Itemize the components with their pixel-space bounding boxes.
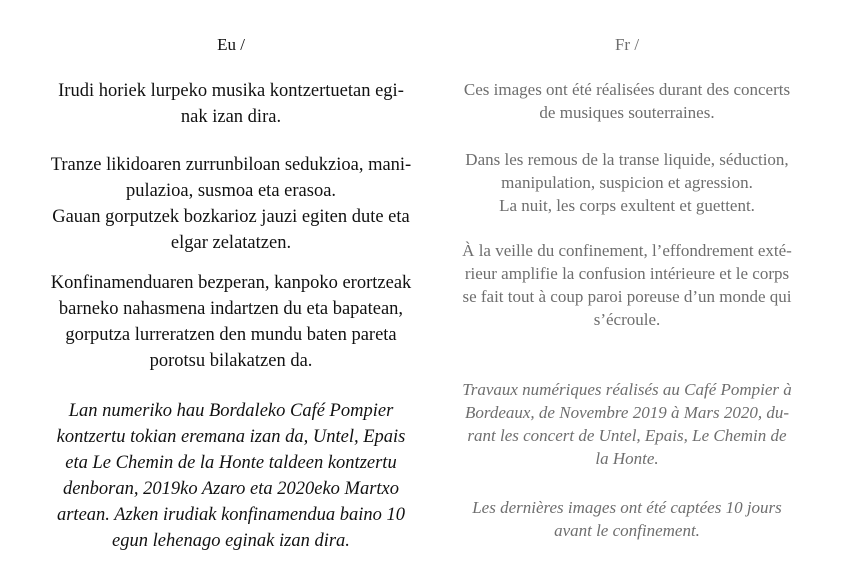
french-paragraph-5: [430, 496, 824, 542]
basque-paragraph-1: [22, 78, 440, 130]
french-paragraph-1: [430, 78, 824, 124]
french-p2-line-1: Dans les remous de la transe liquide, séduction,: [465, 150, 789, 169]
basque-p3-line-1: Konfinamenduaren bezperan, kanpoko erortzeak: [50, 273, 412, 293]
french-p1-line-1: Ces images ont été réalisées durant des concerts: [463, 80, 791, 99]
french-p3-line-1: À la veille du confinement, l’effondrement exté-: [462, 241, 792, 260]
basque-p4-line-5: artean. Azken irudiak konfinamendua baino 10: [56, 505, 406, 525]
french-p4-line-4: la Honte.: [595, 449, 659, 468]
basque-paragraph-4: [22, 398, 440, 554]
french-p2-line-3: La nuit, les corps exultent et guettent.: [499, 196, 755, 215]
french-p3-line-3: se fait tout à coup paroi poreuse d’un monde qui: [462, 287, 792, 306]
basque-p3-line-2: barneko nahasmena indartzen du eta bapatean,: [58, 299, 404, 319]
basque-p2-line-4: elgar zelatatzen.: [170, 233, 292, 253]
basque-paragraph-3: [22, 270, 440, 374]
french-p4-line-3: rant les concert de Untel, Epais, Le Chemin de: [467, 426, 787, 445]
french-p2-line-2: manipulation, suspicion et agression.: [501, 173, 753, 192]
french-p1-line-2: de musiques souterraines.: [539, 103, 715, 122]
basque-p3-line-3: gorputza lurreratzen den mundu baten pareta: [65, 325, 397, 345]
basque-heading: Eu /: [217, 35, 245, 54]
basque-p3-line-4: porotsu bilakatzen da.: [149, 351, 313, 371]
basque-p1-line-2: nak izan dira.: [180, 107, 282, 127]
french-p4-line-1: Travaux numériques réalisés au Café Pompier à: [462, 380, 792, 399]
french-paragraph-3: [430, 239, 824, 331]
basque-p4-line-1: Lan numeriko hau Bordaleko Café Pompier: [68, 401, 394, 421]
basque-p4-line-2: kontzertu tokian eremana izan da, Untel, Epais: [56, 427, 406, 447]
basque-p4-line-3: eta Le Chemin de la Honte taldeen kontzertu: [65, 453, 397, 473]
basque-p1-line-1: Irudi horiek lurpeko musika kontzertuetan egi-: [58, 81, 404, 101]
french-heading: Fr /: [614, 35, 640, 54]
basque-p2-line-2: pulazioa, susmoa eta erasoa.: [125, 181, 337, 201]
french-p5-line-2: avant le confinement.: [554, 521, 700, 540]
french-paragraph-4: [430, 378, 824, 470]
basque-paragraph-2: [22, 152, 440, 256]
basque-p4-line-4: denboran, 2019ko Azaro eta 2020eko Martxo: [62, 479, 400, 499]
french-p3-line-2: rieur amplifie la confusion intérieure et le corps: [464, 264, 790, 283]
french-paragraph-2: [430, 148, 824, 217]
basque-p4-line-6: egun lehenago eginak izan dira.: [112, 531, 350, 551]
french-p5-line-1: Les dernières images ont été captées 10 jours: [472, 498, 782, 517]
basque-p2-line-1: Tranze likidoaren zurrunbiloan sedukzioa, mani-: [50, 155, 412, 175]
french-p4-line-2: Bordeaux, de Novembre 2019 à Mars 2020, du-: [464, 403, 790, 422]
basque-p2-line-3: Gauan gorputzek bozkarioz jauzi egiten dute eta: [52, 207, 410, 227]
french-p3-line-4: s’écroule.: [593, 310, 661, 329]
